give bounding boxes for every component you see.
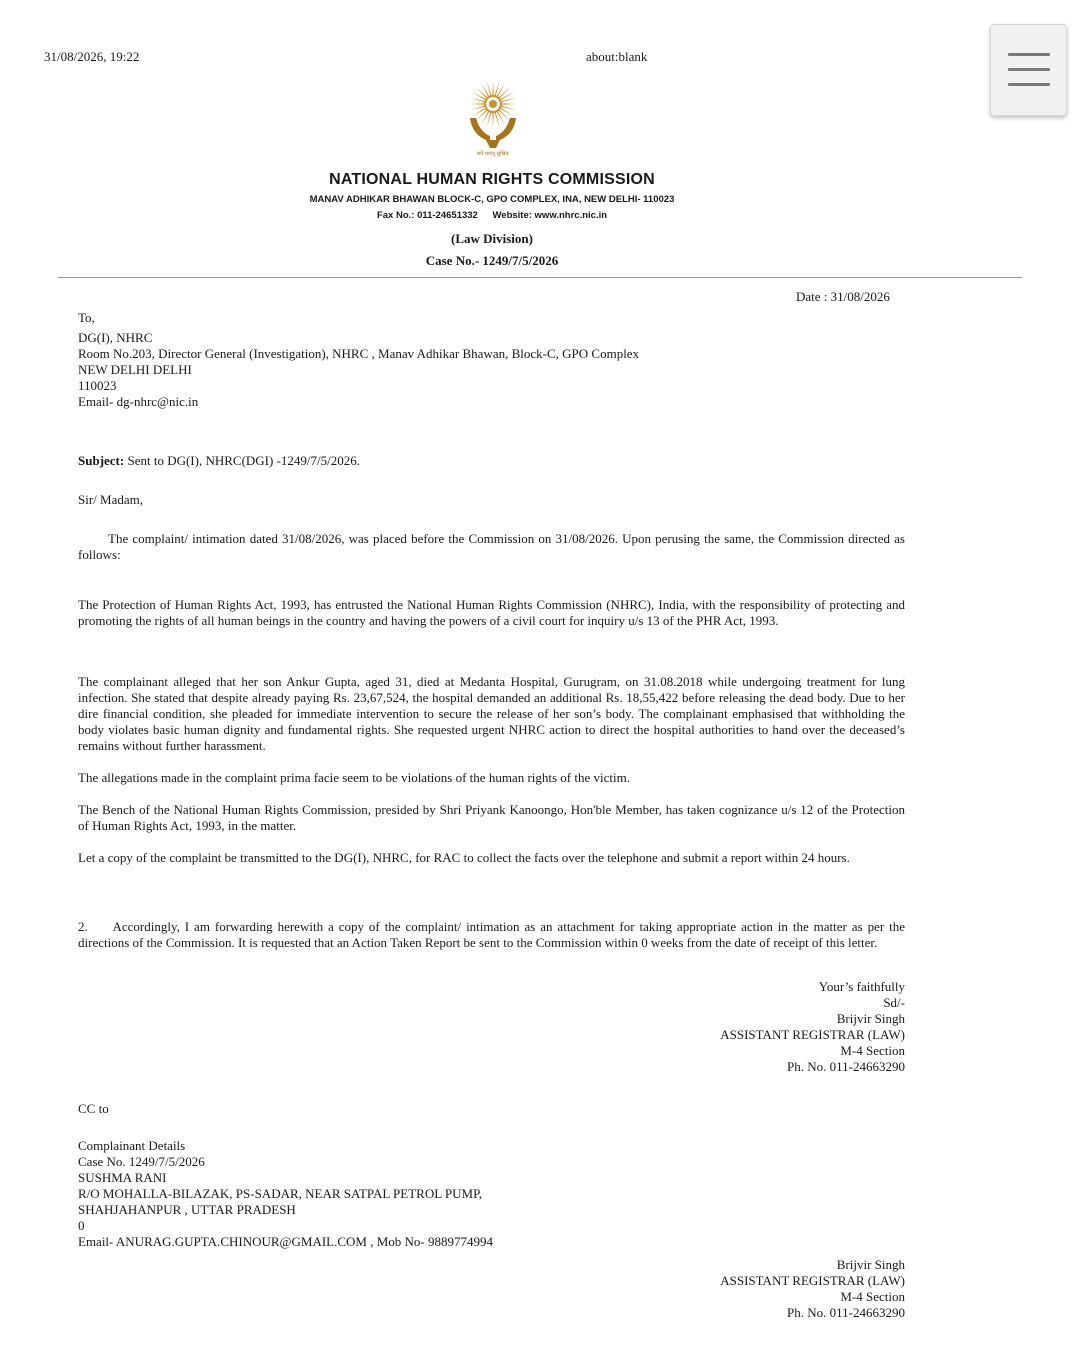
complainant-line: SUSHMA RANI: [78, 1170, 167, 1185]
print-url: about:blank: [586, 49, 648, 64]
sun-ray: [502, 106, 517, 110]
sun-ray: [492, 80, 493, 95]
signatory-designation: ASSISTANT REGISTRAR (LAW): [720, 1273, 905, 1288]
sun-ray: [492, 113, 493, 128]
signatory-name: Brijvir Singh: [836, 1257, 905, 1272]
body-paragraph: The complaint/ intimation dated 31/08/2026, was placed before the Commission on 31/08/2026. Upon perusing the same, the Commission directed as follows:: [78, 531, 905, 562]
hamburger-icon-bar-1: [1008, 53, 1050, 56]
sun-ray: [502, 98, 517, 102]
body-paragraph: 2. Accordingly, I am forwarding herewith a copy of the complaint/ intimation as an attachment for taking appropriate action in the matter as per the directions of the Commission. It is requested that an Action Taken Report be sent to the Commission within 0 weeks from the date of receipt of this letter.: [78, 919, 905, 950]
addressee-line: NEW DELHI DELHI: [78, 362, 192, 377]
closing: Your’s faithfully: [818, 979, 905, 994]
body-paragraph: The Protection of Human Rights Act, 1993, has entrusted the National Human Rights Commission (NHRC), India, with the responsibility of protecting and promoting the rights of all human beings in the country and having the powers of a civil court for inquiry u/s 13 of the PHR Act, 1993.: [78, 597, 905, 628]
body-paragraph: The allegations made in the complaint prima facie seem to be violations of the human rights of the victim.: [78, 770, 630, 785]
complainant-line: R/O MOHALLA-BILAZAK, PS-SADAR, NEAR SATPAL PETROL PUMP,: [78, 1186, 483, 1201]
sun-ray: [502, 103, 517, 104]
signature-block: [600, 979, 905, 1075]
sun-ray: [499, 87, 510, 98]
addressee-line: 110023: [78, 378, 117, 393]
hamburger-icon-bar-2: [1008, 68, 1050, 71]
sun-ray: [476, 87, 487, 98]
menu-button[interactable]: [990, 24, 1067, 116]
sun-ray: [470, 98, 485, 102]
subject-text: Sent to DG(I), NHRC(DGI) -1249/7/5/2026.: [124, 453, 361, 468]
subject-line: [78, 453, 360, 469]
complainant-line: SHAHJAHANPUR , UTTAR PRADESH: [78, 1202, 296, 1217]
addressee-line: Email- dg-nhrc@nic.in: [78, 394, 199, 409]
complainant-line: Email- ANURAG.GUPTA.CHINOUR@GMAIL.COM , Mob No- 9889774994: [78, 1234, 494, 1249]
cc-label: CC to: [78, 1101, 109, 1116]
sun-ray: [487, 81, 491, 96]
sun-ray: [487, 113, 491, 128]
body-paragraph: The Bench of the National Human Rights Commission, presided by Shri Priyank Kanoongo, Hon'ble Member, has taken cognizance u/s 12 of the Protection of Human Rights Act, 1993, in the matter.: [78, 802, 905, 833]
fax-number: Fax No.: 011-24651332: [376, 210, 478, 221]
signed-mark: Sd/-: [883, 995, 905, 1010]
signatory-section: M-4 Section: [840, 1043, 905, 1058]
sun-ray: [470, 106, 485, 110]
salutation: Sir/ Madam,: [78, 492, 143, 507]
complainant-details: [78, 1138, 493, 1250]
case-number: Case No.- 1249/7/5/2026: [425, 253, 559, 268]
complainant-line: Complainant Details: [78, 1138, 186, 1153]
letterhead: [0, 170, 984, 270]
addressee-block: [78, 310, 639, 410]
sun-ray: [476, 110, 487, 121]
logo-motto: सर्वे भवन्तु सुखिनः: [476, 151, 510, 157]
hamburger-icon-bar-3: [1008, 83, 1050, 86]
complainant-line: 0: [78, 1218, 85, 1233]
signatory-phone: Ph. No. 011-24663290: [787, 1305, 905, 1320]
organization-address: MANAV ADHIKAR BHAWAN BLOCK-C, GPO COMPLEX, INA, NEW DELHI- 110023: [309, 194, 675, 205]
body-paragraph: The complainant alleged that her son Ankur Gupta, aged 31, died at Medanta Hospital, Gurugram, on 31.08.2018 while undergoing treatment for lung infection. She stated that despite already paying Rs. 23,67,524, the hospital demanded an additional Rs. 18,55,422 before releasing the dead body. Due to her dire financial condition, she pleaded for immediate intervention to secure the release of her son’s body. The complainant emphasised that withholding the body violates basic human dignity and fundamental rights. She requested urgent NHRC action to direct the hospital authorities to hand over the deceased’s remains without further harassment.: [78, 674, 905, 753]
website: Website: www.nhrc.nic.in: [492, 210, 608, 221]
signatory-name: Brijvir Singh: [836, 1011, 905, 1026]
signatory-designation: ASSISTANT REGISTRAR (LAW): [720, 1027, 905, 1042]
fax-website-line: [0, 208, 984, 224]
complainant-line: Case No. 1249/7/5/2026: [78, 1154, 205, 1169]
organization-name: NATIONAL HUMAN RIGHTS COMMISSION: [329, 171, 655, 188]
addressee-line: DG(I), NHRC: [78, 330, 153, 345]
subject-label: Subject:: [78, 453, 125, 468]
letter-date: Date : 31/08/2026: [796, 289, 890, 304]
nhrc-logo-icon: [460, 78, 526, 164]
sun-ray: [469, 103, 484, 104]
sun-ray: [495, 81, 499, 96]
signature-block-2: [600, 1257, 905, 1321]
to-label: To,: [78, 310, 95, 325]
signatory-section: M-4 Section: [840, 1289, 905, 1304]
body-paragraph: Let a copy of the complaint be transmitted to the DG(I), NHRC, for RAC to collect the facts over the telephone and submit a report within 24 hours.: [78, 850, 850, 865]
sun-ray: [495, 113, 499, 128]
addressee-line: Room No.203, Director General (Investigation), NHRC , Manav Adhikar Bhawan, Block-C, GPO Complex: [78, 346, 640, 361]
header-divider: [58, 277, 1022, 278]
signatory-phone: Ph. No. 011-24663290: [787, 1059, 905, 1074]
print-timestamp: 31/08/2026, 19:22: [44, 49, 140, 64]
sun-ray: [499, 110, 510, 121]
division-label: (Law Division): [451, 231, 533, 246]
